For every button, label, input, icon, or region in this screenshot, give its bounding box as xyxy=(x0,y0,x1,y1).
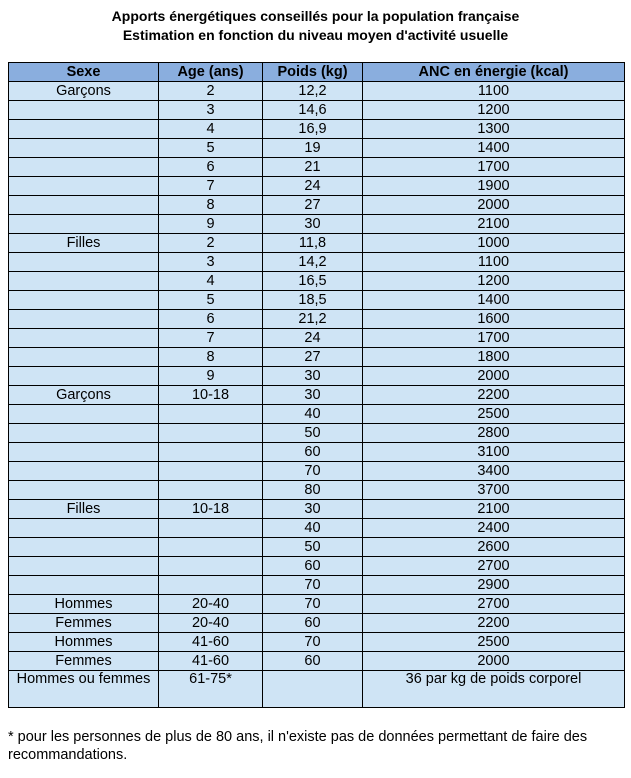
cell-poids: 60 xyxy=(263,443,363,462)
title-line-1: Apports énergétiques conseillés pour la population française xyxy=(111,8,520,24)
cell-anc: 2100 xyxy=(363,215,625,234)
cell-poids: 18,5 xyxy=(263,291,363,310)
cell-anc: 2600 xyxy=(363,538,625,557)
cell-anc: 2500 xyxy=(363,405,625,424)
cell-anc: 1400 xyxy=(363,291,625,310)
cell-sexe: Femmes xyxy=(9,652,159,671)
cell-sexe xyxy=(9,177,159,196)
cell-anc: 3100 xyxy=(363,443,625,462)
cell-sexe: Garçons xyxy=(9,82,159,101)
table-header-row xyxy=(9,63,625,82)
cell-poids: 60 xyxy=(263,614,363,633)
cell-age: 10-18 xyxy=(159,386,263,405)
cell-sexe: Hommes xyxy=(9,633,159,652)
cell-age: 3 xyxy=(159,253,263,272)
cell-poids: 80 xyxy=(263,481,363,500)
cell-poids: 30 xyxy=(263,367,363,386)
cell-anc: 1700 xyxy=(363,329,625,348)
footnote: * pour les personnes de plus de 80 ans, il n'existe pas de données permettant de faire des recommandations. xyxy=(8,729,588,763)
cell-sexe: Filles xyxy=(9,500,159,519)
table-row xyxy=(9,557,625,576)
table-row xyxy=(9,272,625,291)
cell-age xyxy=(159,443,263,462)
table-row xyxy=(9,519,625,538)
cell-sexe xyxy=(9,424,159,443)
cell-age: 41-60 xyxy=(159,633,263,652)
cell-anc: 3400 xyxy=(363,462,625,481)
cell-sexe: Hommes xyxy=(9,595,159,614)
header-age: Age (ans) xyxy=(159,63,263,82)
cell-poids: 21,2 xyxy=(263,310,363,329)
cell-age: 4 xyxy=(159,120,263,139)
cell-poids: 21 xyxy=(263,158,363,177)
cell-sexe xyxy=(9,348,159,367)
cell-age: 20-40 xyxy=(159,595,263,614)
cell-age: 6 xyxy=(159,158,263,177)
cell-anc: 2200 xyxy=(363,386,625,405)
cell-poids: 19 xyxy=(263,139,363,158)
table-row xyxy=(9,196,625,215)
cell-age: 7 xyxy=(159,329,263,348)
cell-age xyxy=(159,557,263,576)
cell-anc: 1800 xyxy=(363,348,625,367)
cell-anc: 2000 xyxy=(363,652,625,671)
cell-anc: 2400 xyxy=(363,519,625,538)
table-row xyxy=(9,367,625,386)
cell-sexe xyxy=(9,367,159,386)
cell-poids: 70 xyxy=(263,462,363,481)
cell-anc: 2500 xyxy=(363,633,625,652)
cell-poids: 24 xyxy=(263,177,363,196)
cell-sexe xyxy=(9,462,159,481)
cell-age: 8 xyxy=(159,348,263,367)
cell-anc: 2700 xyxy=(363,595,625,614)
cell-poids: 27 xyxy=(263,348,363,367)
cell-age: 4 xyxy=(159,272,263,291)
table-row xyxy=(9,443,625,462)
cell-poids: 50 xyxy=(263,424,363,443)
cell-age: 7 xyxy=(159,177,263,196)
anc-table xyxy=(8,62,625,708)
cell-anc: 3700 xyxy=(363,481,625,500)
cell-age xyxy=(159,405,263,424)
table-row xyxy=(9,386,625,405)
cell-poids: 27 xyxy=(263,196,363,215)
table-row xyxy=(9,158,625,177)
cell-sexe: Femmes xyxy=(9,614,159,633)
cell-sexe xyxy=(9,291,159,310)
cell-anc: 1900 xyxy=(363,177,625,196)
cell-poids: 70 xyxy=(263,633,363,652)
cell-anc: 2900 xyxy=(363,576,625,595)
cell-sexe xyxy=(9,481,159,500)
title-line-2: Estimation en fonction du niveau moyen d'activité usuelle xyxy=(122,27,509,43)
cell-poids: 30 xyxy=(263,215,363,234)
cell-sexe: Filles xyxy=(9,234,159,253)
cell-sexe xyxy=(9,443,159,462)
cell-age: 9 xyxy=(159,367,263,386)
table-row xyxy=(9,82,625,101)
table-row xyxy=(9,215,625,234)
cell-age: 10-18 xyxy=(159,500,263,519)
cell-sexe: Garçons xyxy=(9,386,159,405)
cell-sexe xyxy=(9,329,159,348)
cell-poids: 12,2 xyxy=(263,82,363,101)
header-anc: ANC en énergie (kcal) xyxy=(363,63,625,82)
cell-age: 2 xyxy=(159,82,263,101)
cell-poids: 14,6 xyxy=(263,101,363,120)
cell-sexe xyxy=(9,139,159,158)
table-row xyxy=(9,576,625,595)
cell-age xyxy=(159,576,263,595)
cell-poids: 30 xyxy=(263,500,363,519)
cell-anc: 2000 xyxy=(363,367,625,386)
cell-poids: 60 xyxy=(263,557,363,576)
cell-anc: 1400 xyxy=(363,139,625,158)
cell-age: 3 xyxy=(159,101,263,120)
cell-age xyxy=(159,481,263,500)
cell-poids: 40 xyxy=(263,405,363,424)
cell-age: 5 xyxy=(159,139,263,158)
cell-anc: 2200 xyxy=(363,614,625,633)
cell-sexe xyxy=(9,538,159,557)
table-row xyxy=(9,481,625,500)
table-row xyxy=(9,614,625,633)
cell-sexe xyxy=(9,519,159,538)
cell-anc: 2800 xyxy=(363,424,625,443)
cell-sexe xyxy=(9,215,159,234)
cell-anc: 2700 xyxy=(363,557,625,576)
cell-poids: 30 xyxy=(263,386,363,405)
page-title xyxy=(0,7,631,45)
cell-sexe xyxy=(9,196,159,215)
cell-poids: 70 xyxy=(263,595,363,614)
cell-age: 41-60 xyxy=(159,652,263,671)
cell-poids xyxy=(263,671,363,708)
header-poids: Poids (kg) xyxy=(263,63,363,82)
cell-sexe xyxy=(9,158,159,177)
cell-poids: 14,2 xyxy=(263,253,363,272)
cell-poids: 70 xyxy=(263,576,363,595)
cell-age xyxy=(159,424,263,443)
cell-poids: 40 xyxy=(263,519,363,538)
cell-age: 20-40 xyxy=(159,614,263,633)
cell-sexe xyxy=(9,120,159,139)
table-row xyxy=(9,253,625,272)
table-row xyxy=(9,329,625,348)
cell-sexe xyxy=(9,557,159,576)
cell-anc: 36 par kg de poids corporel xyxy=(363,671,625,708)
cell-sexe xyxy=(9,405,159,424)
cell-anc: 1100 xyxy=(363,82,625,101)
table-row xyxy=(9,652,625,671)
cell-poids: 60 xyxy=(263,652,363,671)
table-row xyxy=(9,462,625,481)
cell-sexe xyxy=(9,576,159,595)
table-row xyxy=(9,671,625,708)
table-row xyxy=(9,120,625,139)
cell-anc: 1200 xyxy=(363,272,625,291)
table-row xyxy=(9,234,625,253)
cell-poids: 16,9 xyxy=(263,120,363,139)
table-row xyxy=(9,101,625,120)
cell-sexe xyxy=(9,272,159,291)
cell-age xyxy=(159,538,263,557)
table-row xyxy=(9,348,625,367)
cell-age: 6 xyxy=(159,310,263,329)
cell-age xyxy=(159,519,263,538)
cell-anc: 2100 xyxy=(363,500,625,519)
cell-age: 2 xyxy=(159,234,263,253)
cell-age: 61-75* xyxy=(159,671,263,708)
cell-sexe xyxy=(9,253,159,272)
header-sexe: Sexe xyxy=(9,63,159,82)
table-row xyxy=(9,291,625,310)
cell-age: 8 xyxy=(159,196,263,215)
cell-sexe: Hommes ou femmes xyxy=(9,671,159,708)
cell-poids: 11,8 xyxy=(263,234,363,253)
table-row xyxy=(9,500,625,519)
table-row xyxy=(9,424,625,443)
cell-anc: 1300 xyxy=(363,120,625,139)
cell-age: 5 xyxy=(159,291,263,310)
cell-sexe xyxy=(9,310,159,329)
cell-anc: 1700 xyxy=(363,158,625,177)
cell-poids: 16,5 xyxy=(263,272,363,291)
table-row xyxy=(9,538,625,557)
cell-anc: 1100 xyxy=(363,253,625,272)
cell-sexe xyxy=(9,101,159,120)
cell-anc: 2000 xyxy=(363,196,625,215)
table-row xyxy=(9,405,625,424)
table-row xyxy=(9,633,625,652)
cell-age: 9 xyxy=(159,215,263,234)
table-row xyxy=(9,310,625,329)
cell-anc: 1000 xyxy=(363,234,625,253)
cell-poids: 24 xyxy=(263,329,363,348)
cell-anc: 1200 xyxy=(363,101,625,120)
cell-anc: 1600 xyxy=(363,310,625,329)
table-body xyxy=(9,82,625,708)
cell-age xyxy=(159,462,263,481)
cell-poids: 50 xyxy=(263,538,363,557)
table-row xyxy=(9,177,625,196)
table-row xyxy=(9,139,625,158)
table-row xyxy=(9,595,625,614)
